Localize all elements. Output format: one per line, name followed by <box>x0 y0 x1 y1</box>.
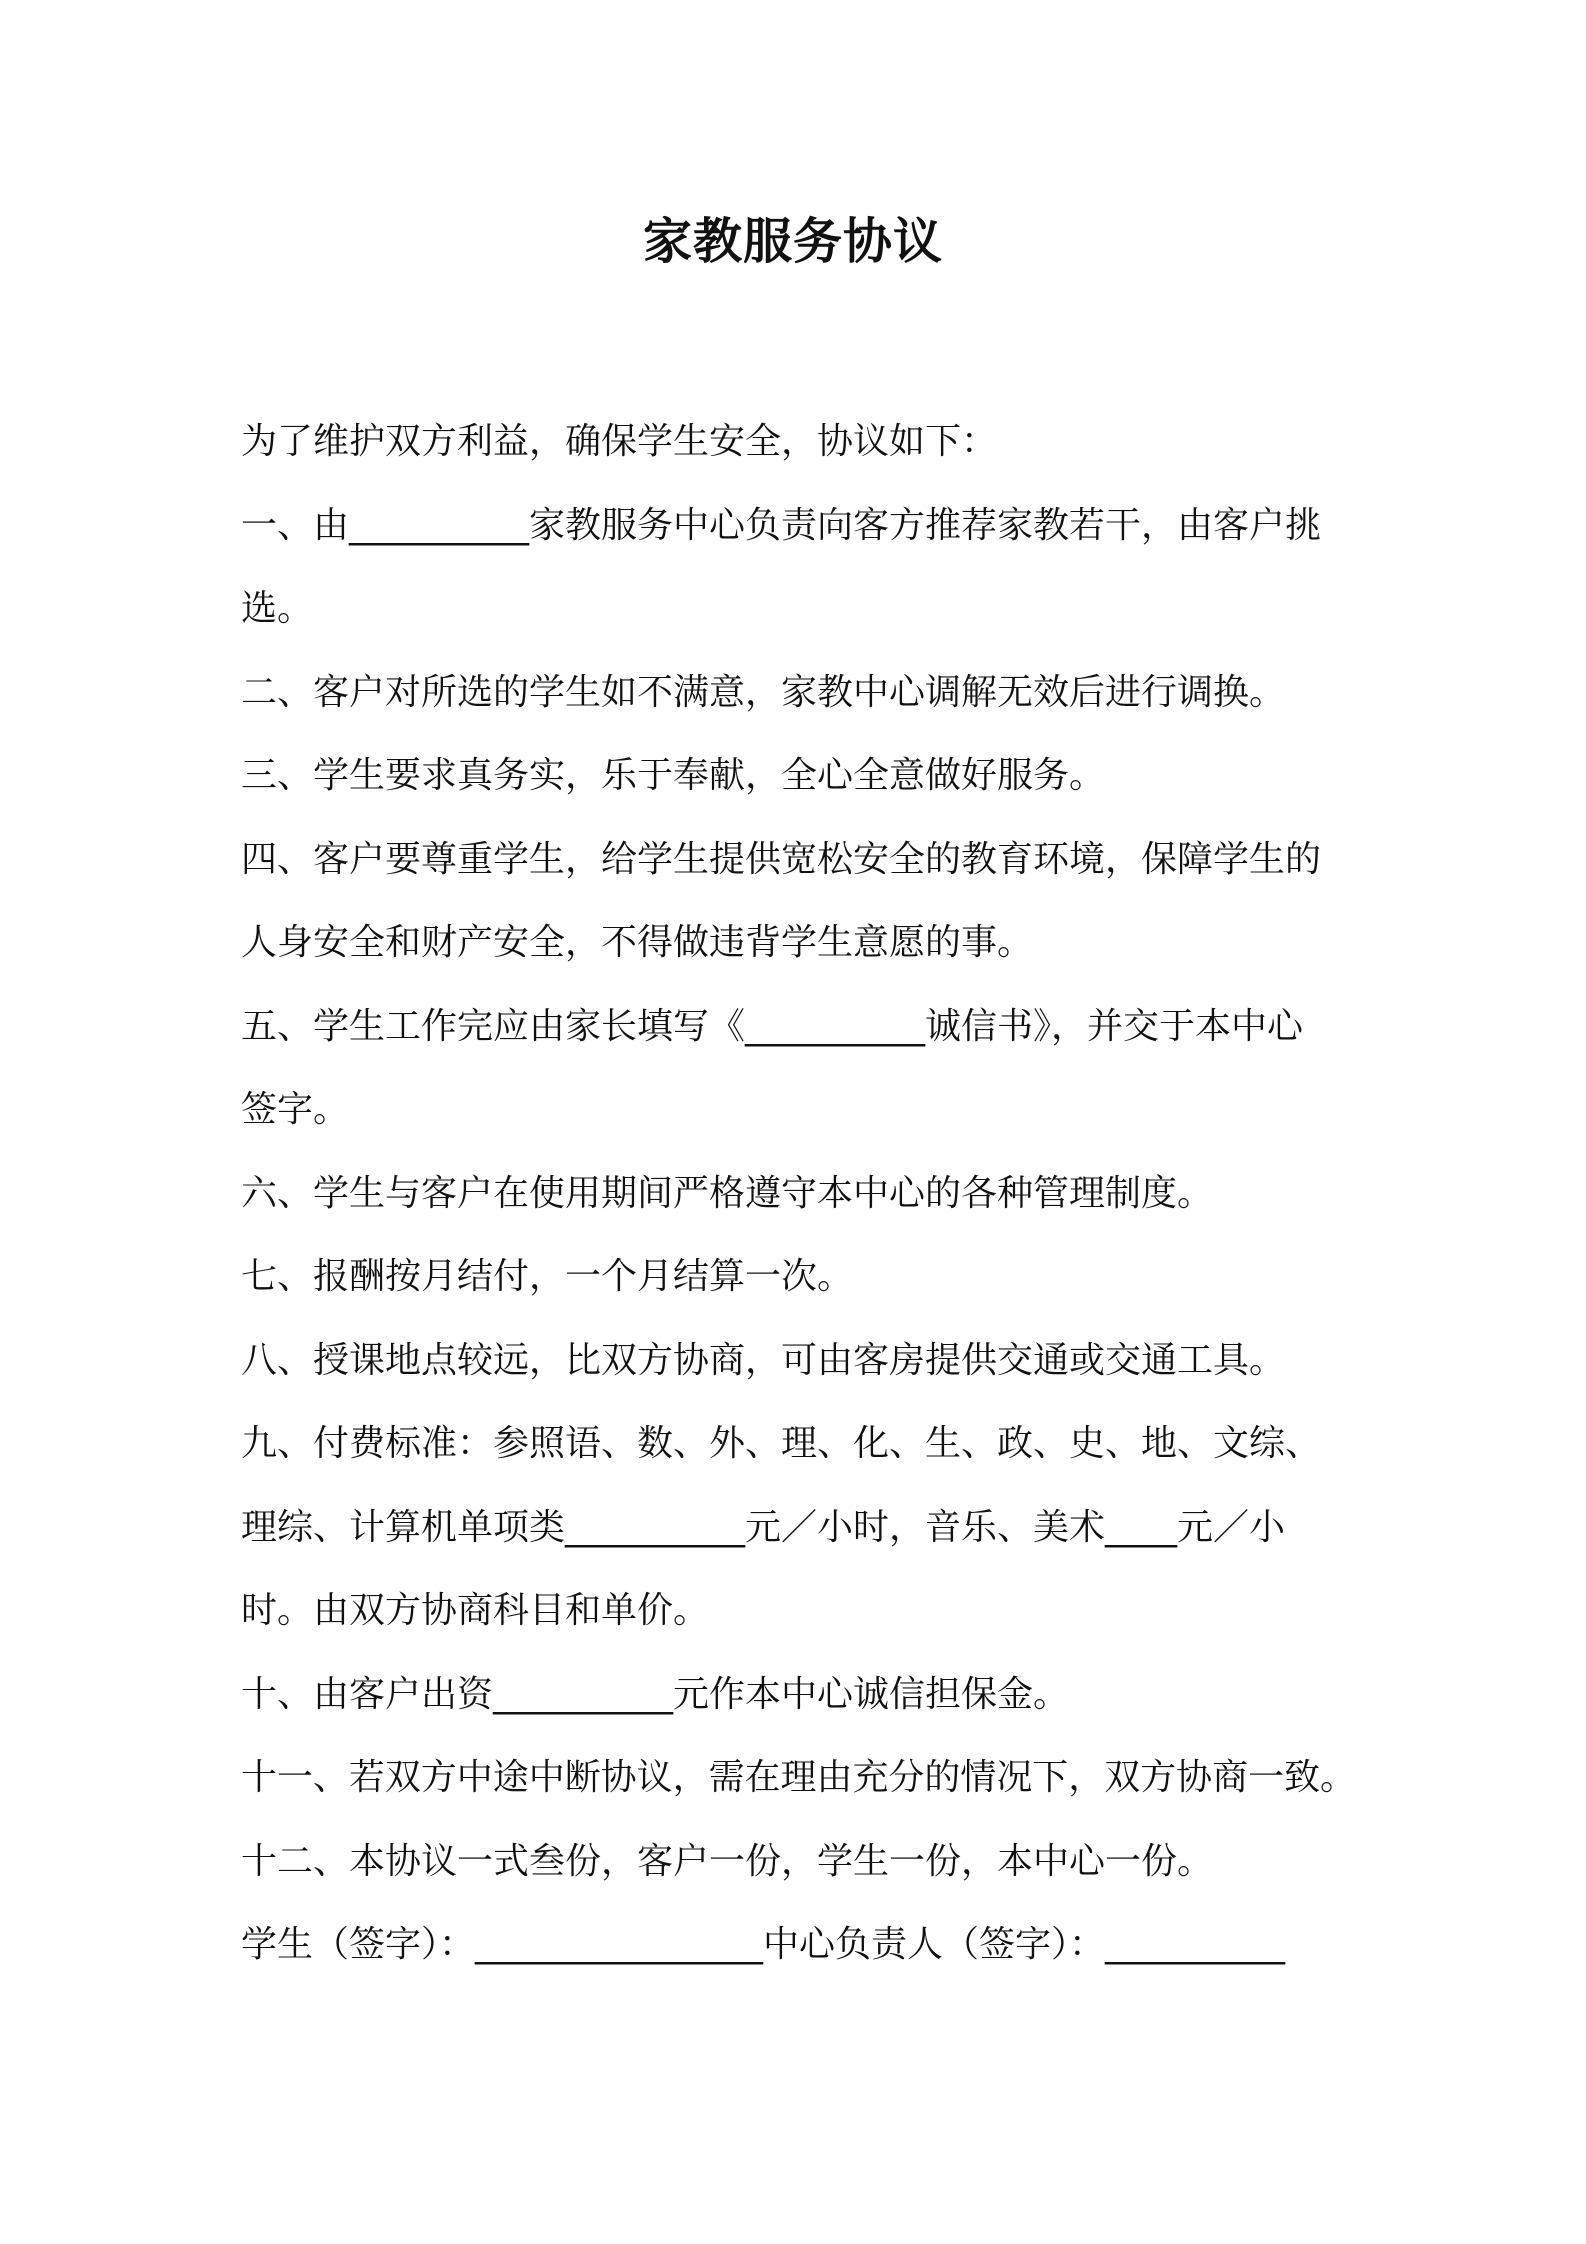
document-title: 家教服务协议 <box>642 213 943 270</box>
clause-10-line: 十、由客户出资__________元作本中心诚信担保金。 <box>241 1673 1070 1715</box>
clause-12-line: 十二、本协议一式叁份，客户一份，学生一份，本中心一份。 <box>241 1840 1214 1882</box>
clause-5-continuation: 签字。 <box>241 1089 350 1130</box>
clause-6-line: 六、学生与客户在使用期间严格遵守本中心的各种管理制度。 <box>241 1172 1214 1214</box>
clause-1-line: 一、由__________家教服务中心负责向客方推荐家教若干，由客户挑 <box>241 504 1322 546</box>
clause-5-line: 五、学生工作完应由家长填写《__________诚信书》，并交于本中心 <box>241 1005 1304 1047</box>
signature-line: 学生（签字）：________________中心负责人（签字）：__________ <box>241 1924 1286 1965</box>
clause-7-line: 七、报酬按月结付，一个月结算一次。 <box>241 1256 854 1297</box>
clause-2-line: 二、客户对所选的学生如不满意，家教中心调解无效后进行调换。 <box>241 671 1286 713</box>
clause-9-continuation-2: 时。由双方协商科目和单价。 <box>241 1590 710 1631</box>
document-body <box>241 400 1356 1987</box>
clause-3-line: 三、学生要求真务实，乐于奉献，全心全意做好服务。 <box>241 755 1106 796</box>
clause-8-line: 八、授课地点较远，比双方协商，可由客房提供交通或交通工具。 <box>241 1339 1286 1381</box>
clause-9-continuation: 理综、计算机单项类__________元／小时，音乐、美术____元／小 <box>241 1506 1286 1548</box>
intro-line: 为了维护双方利益，确保学生安全，协议如下： <box>241 421 998 462</box>
clause-4-continuation: 人身安全和财产安全，不得做违背学生意愿的事。 <box>241 922 1034 963</box>
clause-9-line: 九、付费标准：参照语、数、外、理、化、生、政、史、地、文综、 <box>241 1423 1322 1464</box>
clause-1-continuation: 选。 <box>241 588 314 629</box>
clause-4-line: 四、客户要尊重学生，给学生提供宽松安全的教育环境，保障学生的 <box>241 838 1322 880</box>
clause-11-line: 十一、若双方中途中断协议，需在理由充分的情况下，双方协商一致。 <box>241 1757 1357 1798</box>
